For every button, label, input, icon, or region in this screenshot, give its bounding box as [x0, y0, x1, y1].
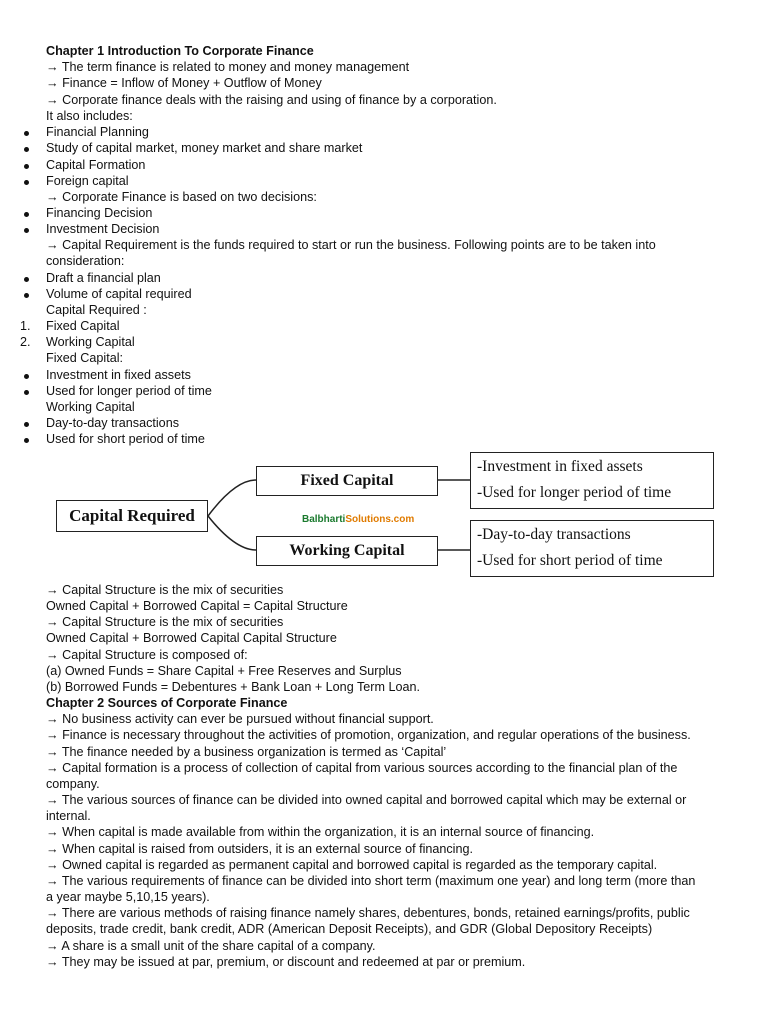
text-line: company. — [46, 777, 100, 791]
bullet — [22, 431, 29, 447]
text-line: → When capital is raised from outsiders, it is an external source of financing. — [46, 842, 473, 856]
bullet — [22, 140, 29, 156]
text-line: internal. — [46, 809, 91, 823]
list-item: Working Capital — [46, 335, 135, 349]
bullet — [22, 383, 29, 399]
fixed-capital-box: Fixed Capital — [256, 466, 438, 496]
working-points-box — [470, 520, 714, 577]
list-item: Capital Formation — [46, 158, 146, 172]
chapter1-title: Chapter 1 Introduction To Corporate Finance — [46, 44, 314, 58]
text-line: (a) Owned Funds = Share Capital + Free Reserves and Surplus — [46, 664, 402, 678]
text-line: Capital Required : — [46, 303, 147, 317]
bullet — [22, 270, 29, 286]
list-item: Investment Decision — [46, 222, 160, 236]
text-line: → Capital Structure is the mix of securities — [46, 615, 284, 629]
text-line: → Capital formation is a process of collection of capital from various sources according to the financial plan of the — [46, 761, 678, 775]
list-item: Volume of capital required — [46, 287, 192, 301]
bullet — [22, 124, 29, 140]
text-line: → The finance needed by a business organization is termed as ‘Capital’ — [46, 745, 447, 759]
text-line: → Capital Requirement is the funds required to start or run the business. Following points are to be taken into — [46, 238, 656, 252]
text-line: → Finance = Inflow of Money + Outflow of Money — [46, 76, 322, 90]
watermark-part-b: Solutions.com — [345, 514, 415, 525]
text-line: → Finance is necessary throughout the activities of promotion, organization, and regular operations of the business. — [46, 728, 691, 742]
watermark-part-a: Balbharti — [302, 514, 346, 525]
text-line: → They may be issued at par, premium, or discount and redeemed at par or premium. — [46, 955, 526, 969]
bullet — [22, 367, 29, 383]
bullet — [22, 205, 29, 221]
text-line: → Corporate Finance is based on two decisions: — [46, 190, 317, 204]
text-line: → There are various methods of raising finance namely shares, debentures, bonds, retained earnings/profits, public — [46, 906, 690, 920]
fixed-point: -Used for longer period of time — [477, 484, 672, 501]
text-line: Owned Capital + Borrowed Capital = Capital Structure — [46, 599, 348, 613]
list-item: Study of capital market, money market and share market — [46, 141, 363, 155]
bullet — [22, 415, 29, 431]
working-capital-box: Working Capital — [256, 536, 438, 566]
bullet — [22, 286, 29, 302]
text-line: → When capital is made available from within the organization, it is an internal source of financing. — [46, 825, 595, 839]
fixed-point: -Investment in fixed assets — [477, 458, 643, 475]
bullet — [22, 173, 29, 189]
text-line: → No business activity can ever be pursued without financial support. — [46, 712, 434, 726]
bullet — [22, 221, 29, 237]
list-item: Fixed Capital — [46, 319, 120, 333]
fixed-points-box — [470, 452, 714, 509]
root-box: Capital Required — [56, 500, 208, 532]
text-line: Fixed Capital: — [46, 351, 123, 365]
working-point: -Day-to-day transactions — [477, 526, 631, 543]
list-item: Draft a financial plan — [46, 271, 161, 285]
text-line: Working Capital — [46, 400, 135, 414]
connector-fixed — [208, 480, 256, 516]
list-item: Used for short period of time — [46, 432, 205, 446]
text-line: → Capital Structure is composed of: — [46, 648, 248, 662]
chapter2-title: Chapter 2 Sources of Corporate Finance — [46, 696, 288, 710]
text-line: (b) Borrowed Funds = Debentures + Bank Loan + Long Term Loan. — [46, 680, 420, 694]
text-line: → Corporate finance deals with the raising and using of finance by a corporation. — [46, 93, 497, 107]
watermark — [302, 514, 414, 525]
text-line: → The various requirements of finance can be divided into short term (maximum one year) and long term (more than — [46, 874, 696, 888]
list-item: Financial Planning — [46, 125, 149, 139]
capital-required-diagram — [50, 450, 720, 582]
working-point: -Used for short period of time — [477, 552, 663, 569]
list-number: 1. — [20, 319, 31, 333]
list-item: Investment in fixed assets — [46, 368, 191, 382]
list-item: Foreign capital — [46, 174, 129, 188]
list-number: 2. — [20, 335, 31, 349]
text-line: consideration: — [46, 254, 125, 268]
text-line: deposits, trade credit, bank credit, ADR (American Deposit Receipts), and GDR (Global Depository Receipts) — [46, 922, 653, 936]
text-line: → The various sources of finance can be divided into owned capital and borrowed capital which may be external or — [46, 793, 687, 807]
text-line: → Owned capital is regarded as permanent capital and borrowed capital is regarded as the temporary capital. — [46, 858, 658, 872]
text-line: → A share is a small unit of the share capital of a company. — [46, 939, 376, 953]
connector-working — [208, 516, 256, 550]
text-line: → The term finance is related to money and money management — [46, 60, 410, 74]
bullet — [22, 157, 29, 173]
list-item: Day-to-day transactions — [46, 416, 179, 430]
list-item: Used for longer period of time — [46, 384, 212, 398]
text-line: → Capital Structure is the mix of securities — [46, 583, 284, 597]
text-line: Owned Capital + Borrowed Capital Capital Structure — [46, 631, 337, 645]
list-item: Financing Decision — [46, 206, 153, 220]
text-line: a year maybe 5,10,15 years). — [46, 890, 210, 904]
text-line: It also includes: — [46, 109, 133, 123]
